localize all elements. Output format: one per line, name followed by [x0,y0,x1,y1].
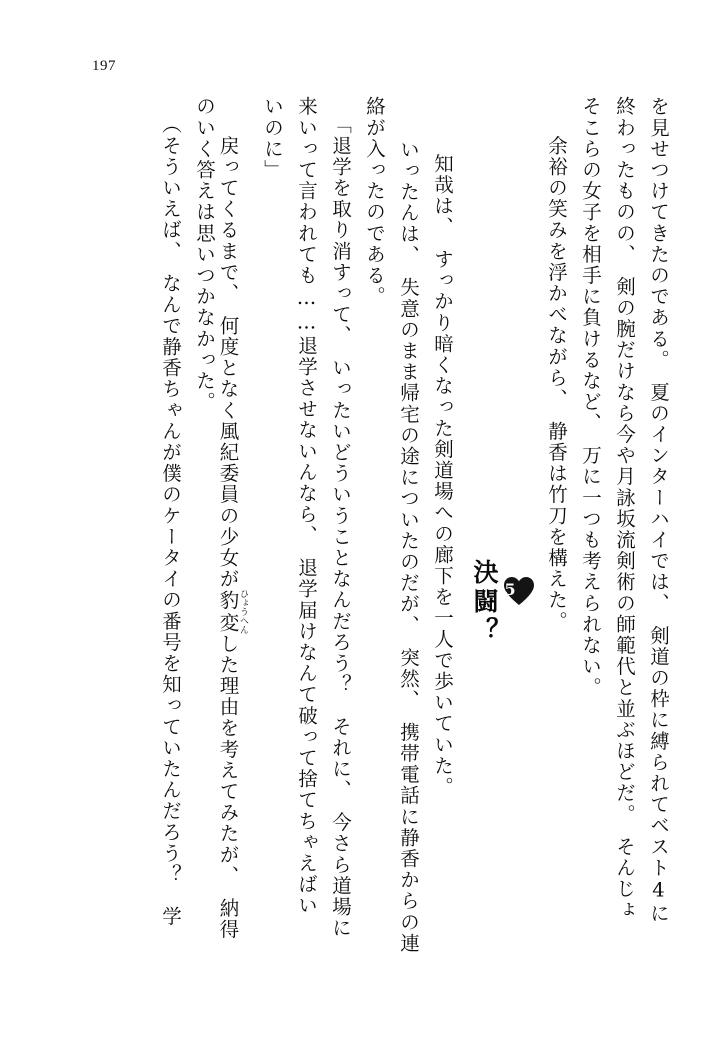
text-column: 絡が入ったのである。 [363,96,386,307]
text-column: いったんは、 失意のまま帰宅の途についたのだが、 突然、 携帯電話に静香からの連 [397,118,420,954]
page-number: 197 [92,58,116,74]
text-column: 余裕の笑みを浮かべながら、 静香は竹刀を構えた。 [545,114,568,632]
ruby-base: 豹変ひょうへん [216,588,248,634]
chapter-title: 決闘？ [470,558,499,646]
chapter-heading [466,96,518,976]
text-column: 来いって言われても……退学させないんなら、 退学届けなんて破って捨てちゃえばい [295,96,318,917]
chapter-number: 5 [504,579,516,599]
text-column: 「退学を取り消すって、 いったいどういうことなんだろう？ それに、 今さら道場に [329,114,352,939]
text-column: そこらの女子を相手に負けるなど、 万に一つも考えられない。 [579,96,602,699]
text-column: （そういえば、 なんで静香ちゃんが僕のケータイの番号を知っていたんだろう？ 学 [159,114,182,928]
text-column: いのに」 [261,96,284,181]
text-column: のいく答えは思いつかなかった。 [193,96,216,413]
text-column-with-ruby: 戻ってくるまで、 何度となく風紀委員の少女が豹変ひょうへんした理由を考えてみたが、 納得 [216,114,248,940]
text-column: 終わったものの、 剣の腕だけなら今や月詠坂流剣術の師範代と並ぶほどだ。 そんじょ [613,96,636,921]
vertical-text-body [60,96,668,986]
text-column: を見せつけてきたのである。 夏のインターハイでは、 剣道の枠に縛られてベスト4に [647,96,670,924]
chapter-number-badge [502,574,518,608]
ruby-reading: ひょうへん [238,588,248,634]
text-column: 知哉は、 すっかり暗くなった剣道場への廊下を一人で歩いていた。 [431,132,454,798]
